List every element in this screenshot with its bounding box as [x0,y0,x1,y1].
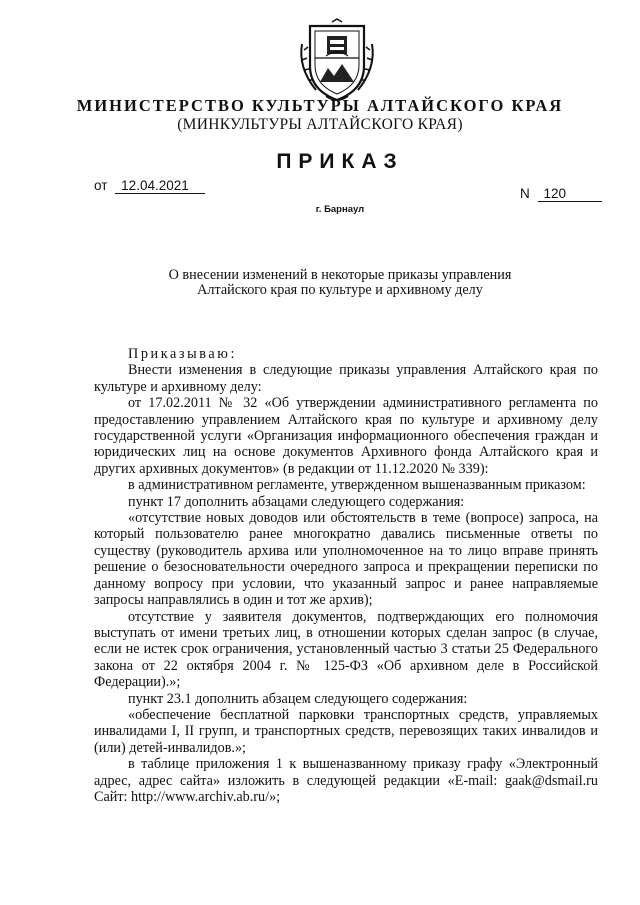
ministry-short-name: (МИНКУЛЬТУРЫ АЛТАЙСКОГО КРАЯ) [177,116,463,133]
body-paragraph: от 17.02.2011 № 32 «Об утверждении административного регламента по предоставлению управлением Алтайского края по культуре и архивному делу государственной услуги «Организация информационного обеспечения граждан и юридических лиц на основе документов Архивного фонда Алтайского края и других архивных документов» (в редакции от 11.12.2020 № 339): [94,395,598,477]
number-prefix: N [520,186,530,201]
order-body [94,346,598,805]
body-paragraph: пункт 23.1 дополнить абзацем следующего содержания: [128,690,468,707]
city-label: г. Барнаул [315,204,365,215]
date-prefix: от [94,178,108,193]
order-date-row [94,178,205,194]
body-paragraph: отсутствие у заявителя документов, подтверждающих его полномочия выступать от имени третьих лиц, в отношении которых сделан запрос (в случае, если не истек срок ограничения, установленный частью 3 статьи 25 Федерального закона от 22 октября 2004 г. № 125-ФЗ «Об архивном деле в Российской Федерации).»; [94,608,598,691]
order-subject [80,268,600,298]
document-type-title: ПРИКАЗ [276,150,404,173]
order-number: 120 [538,186,602,202]
body-paragraph: пункт 17 дополнить абзацами следующего содержания: [128,493,465,510]
body-paragraph: «отсутствие новых доводов или обстоятельств в теме (вопросе) запроса, на который пользователю ранее многократно давались письменные ответы по существу (руководитель архива или уполномоченное на то лицо вправе принять решение о безосновательности очередного запроса и прекращении переписки по данному вопросу при условии, что указанный запрос и ранее направляемые запросы направлялись в один и тот же архив); [94,510,598,609]
body-paragraph: Внести изменения в следующие приказы управления Алтайского края по культуре и архивному делу: [94,362,598,395]
order-word: Приказываю: [128,346,237,362]
order-date: 12.04.2021 [115,178,205,194]
ministry-name: МИНИСТЕРСТВО КУЛЬТУРЫ АЛТАЙСКОГО КРАЯ [76,96,564,115]
order-number-row [520,186,602,202]
body-paragraph: «обеспечение бесплатной парковки транспортных средств, управляемых инвалидами I, II групп, и транспортных средств, перевозящих таких инвалидов и (или) детей-инвалидов.»; [94,706,598,756]
body-paragraph: в таблице приложения 1 к вышеназванному приказу графу «Электронный адрес, адрес сайта» изложить в следующей редакции «E-mail: gaak@dsmail.ru Сайт: http://www.archiv.ab.ru/»; [94,756,598,805]
subject-line-1: О внесении изменений в некоторые приказы управления [168,267,512,283]
body-paragraph: в административном регламенте, утвержденном вышеназванным приказом: [128,477,586,494]
subject-line-2: Алтайского края по культуре и архивному делу [197,282,483,298]
altai-coat-of-arms-icon [296,18,378,104]
